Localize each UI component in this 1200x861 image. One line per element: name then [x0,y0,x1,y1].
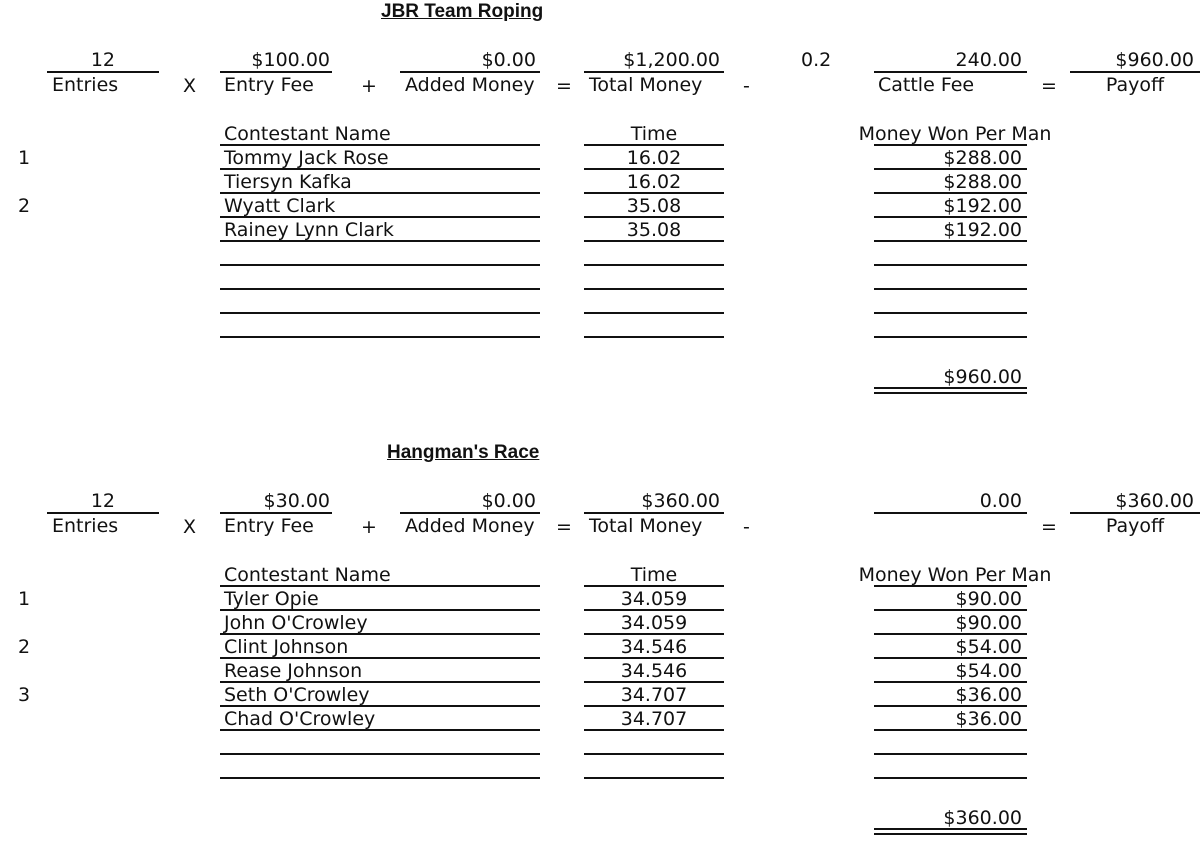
header-time: Time [630,564,678,586]
cattle-fee-underline [874,512,1027,514]
time-value: 16.02 [626,171,682,193]
row-rule [220,192,540,194]
row-rule [584,705,724,707]
row-rule [584,585,724,587]
cattle-rate-value: 0.2 [801,49,832,71]
row-rule [220,681,540,683]
row-rule [874,633,1027,635]
equals-operator: = [556,516,572,538]
row-rule [584,144,724,146]
event-title: Hangman's Race [387,442,540,463]
row-rule [584,657,724,659]
row-rule [584,336,724,338]
total-payout-value: $960.00 [943,366,1022,388]
row-rule [220,264,540,266]
row-rule [584,753,724,755]
times-operator: X [183,75,197,97]
total-money-value: $360.00 [641,490,720,512]
contestant-name: Rease Johnson [224,660,363,682]
added-money-label: Added Money [405,515,535,537]
payoff-underline [1070,71,1200,73]
row-rule [874,729,1027,731]
money-value: $54.00 [955,660,1022,682]
money-value: $36.00 [955,708,1022,730]
row-rule [584,609,724,611]
time-value: 35.08 [626,219,682,241]
row-rule [584,633,724,635]
row-rule [584,168,724,170]
payoff-label: Payoff [1105,74,1165,96]
row-rule [874,288,1027,290]
entries-value: 12 [90,490,115,512]
row-rule [874,705,1027,707]
time-value: 16.02 [626,147,682,169]
added-money-label: Added Money [405,74,535,96]
money-value: $192.00 [943,219,1022,241]
entry-fee-value: $30.00 [263,490,330,512]
time-value: 34.059 [620,588,688,610]
place-number: 1 [18,147,31,169]
row-rule [874,216,1027,218]
row-rule [874,336,1027,338]
total-money-underline [584,512,724,514]
header-money-won: Money Won Per Man [858,564,1052,586]
time-value: 34.546 [620,636,688,658]
times-operator: X [183,516,197,538]
row-rule [220,168,540,170]
entry-fee-label: Entry Fee [224,74,314,96]
row-rule [874,609,1027,611]
entries-label: Entries [52,515,119,537]
row-rule [220,657,540,659]
row-rule [874,777,1027,779]
entry-fee-underline [220,71,332,73]
money-value: $90.00 [955,612,1022,634]
money-value: $54.00 [955,636,1022,658]
cattle-fee-value: 240.00 [955,49,1022,71]
event-title: JBR Team Roping [381,1,544,22]
place-number: 2 [18,195,31,217]
equals-operator-2: = [1041,75,1057,97]
total-payout-value: $360.00 [943,807,1022,829]
event-section-team-roping [0,0,1200,420]
row-rule [584,777,724,779]
row-rule [584,216,724,218]
added-money-underline [400,71,540,73]
entry-fee-label: Entry Fee [224,515,314,537]
contestant-name: Tiersyn Kafka [224,171,352,193]
results-table [0,147,1200,347]
money-value: $192.00 [943,195,1022,217]
entry-fee-underline [220,512,332,514]
row-rule [874,681,1027,683]
header-money-won: Money Won Per Man [858,123,1052,145]
contestant-name: Chad O'Crowley [224,708,376,730]
contestant-name: John O'Crowley [224,612,368,634]
minus-operator: - [743,516,750,538]
row-rule [584,240,724,242]
money-value: $36.00 [955,684,1022,706]
header-contestant-name: Contestant Name [224,123,391,145]
row-rule [220,585,540,587]
results-table [0,588,1200,788]
place-number: 3 [18,684,31,706]
time-value: 35.08 [626,195,682,217]
contestant-name: Wyatt Clark [224,195,336,217]
payoff-value: $960.00 [1115,49,1194,71]
added-money-underline [400,512,540,514]
payoff-underline [1070,512,1200,514]
contestant-name: Rainey Lynn Clark [224,219,394,241]
row-rule [874,264,1027,266]
header-time: Time [630,123,678,145]
row-rule [874,144,1027,146]
total-money-underline [584,71,724,73]
row-rule [220,705,540,707]
row-rule [584,729,724,731]
time-value: 34.707 [620,708,688,730]
added-money-value: $0.00 [481,490,536,512]
row-rule [220,753,540,755]
time-value: 34.546 [620,660,688,682]
time-value: 34.059 [620,612,688,634]
row-rule [220,216,540,218]
header-contestant-name: Contestant Name [224,564,391,586]
entries-underline [47,71,159,73]
row-rule [584,681,724,683]
contestant-name: Seth O'Crowley [224,684,370,706]
time-value: 34.707 [620,684,688,706]
payoff-label: Payoff [1105,515,1165,537]
row-rule [220,609,540,611]
place-number: 2 [18,636,31,658]
row-rule [874,168,1027,170]
contestant-name: Tommy Jack Rose [224,147,389,169]
contestant-name: Clint Johnson [224,636,349,658]
total-money-label: Total Money [589,74,703,96]
row-rule [874,240,1027,242]
minus-operator: - [743,75,750,97]
row-rule [220,144,540,146]
row-rule [220,240,540,242]
entries-underline [47,512,159,514]
total-money-value: $1,200.00 [623,49,720,71]
payoff-value: $360.00 [1115,490,1194,512]
row-rule [220,729,540,731]
plus-operator: + [361,516,377,538]
money-value: $288.00 [943,147,1022,169]
place-number: 1 [18,588,31,610]
entries-value: 12 [90,49,115,71]
row-rule [874,753,1027,755]
total-money-label: Total Money [589,515,703,537]
row-rule [220,312,540,314]
money-value: $90.00 [955,588,1022,610]
equals-operator: = [556,75,572,97]
row-rule [874,192,1027,194]
row-rule [220,336,540,338]
row-rule [584,192,724,194]
cattle-fee-value: 0.00 [979,490,1022,512]
row-rule [220,288,540,290]
row-rule [584,312,724,314]
entry-fee-value: $100.00 [251,49,330,71]
event-section-hangmans-race [0,441,1200,861]
row-rule [874,657,1027,659]
row-rule [874,312,1027,314]
row-rule [584,264,724,266]
row-rule [220,777,540,779]
entries-label: Entries [52,74,119,96]
added-money-value: $0.00 [481,49,536,71]
row-rule [874,585,1027,587]
cattle-fee-underline [874,71,1027,73]
money-value: $288.00 [943,171,1022,193]
cattle-fee-label: Cattle Fee [878,74,975,96]
row-rule [584,288,724,290]
equals-operator-2: = [1041,516,1057,538]
plus-operator: + [361,75,377,97]
row-rule [220,633,540,635]
total-double-underline [874,387,1027,394]
contestant-name: Tyler Opie [224,588,319,610]
